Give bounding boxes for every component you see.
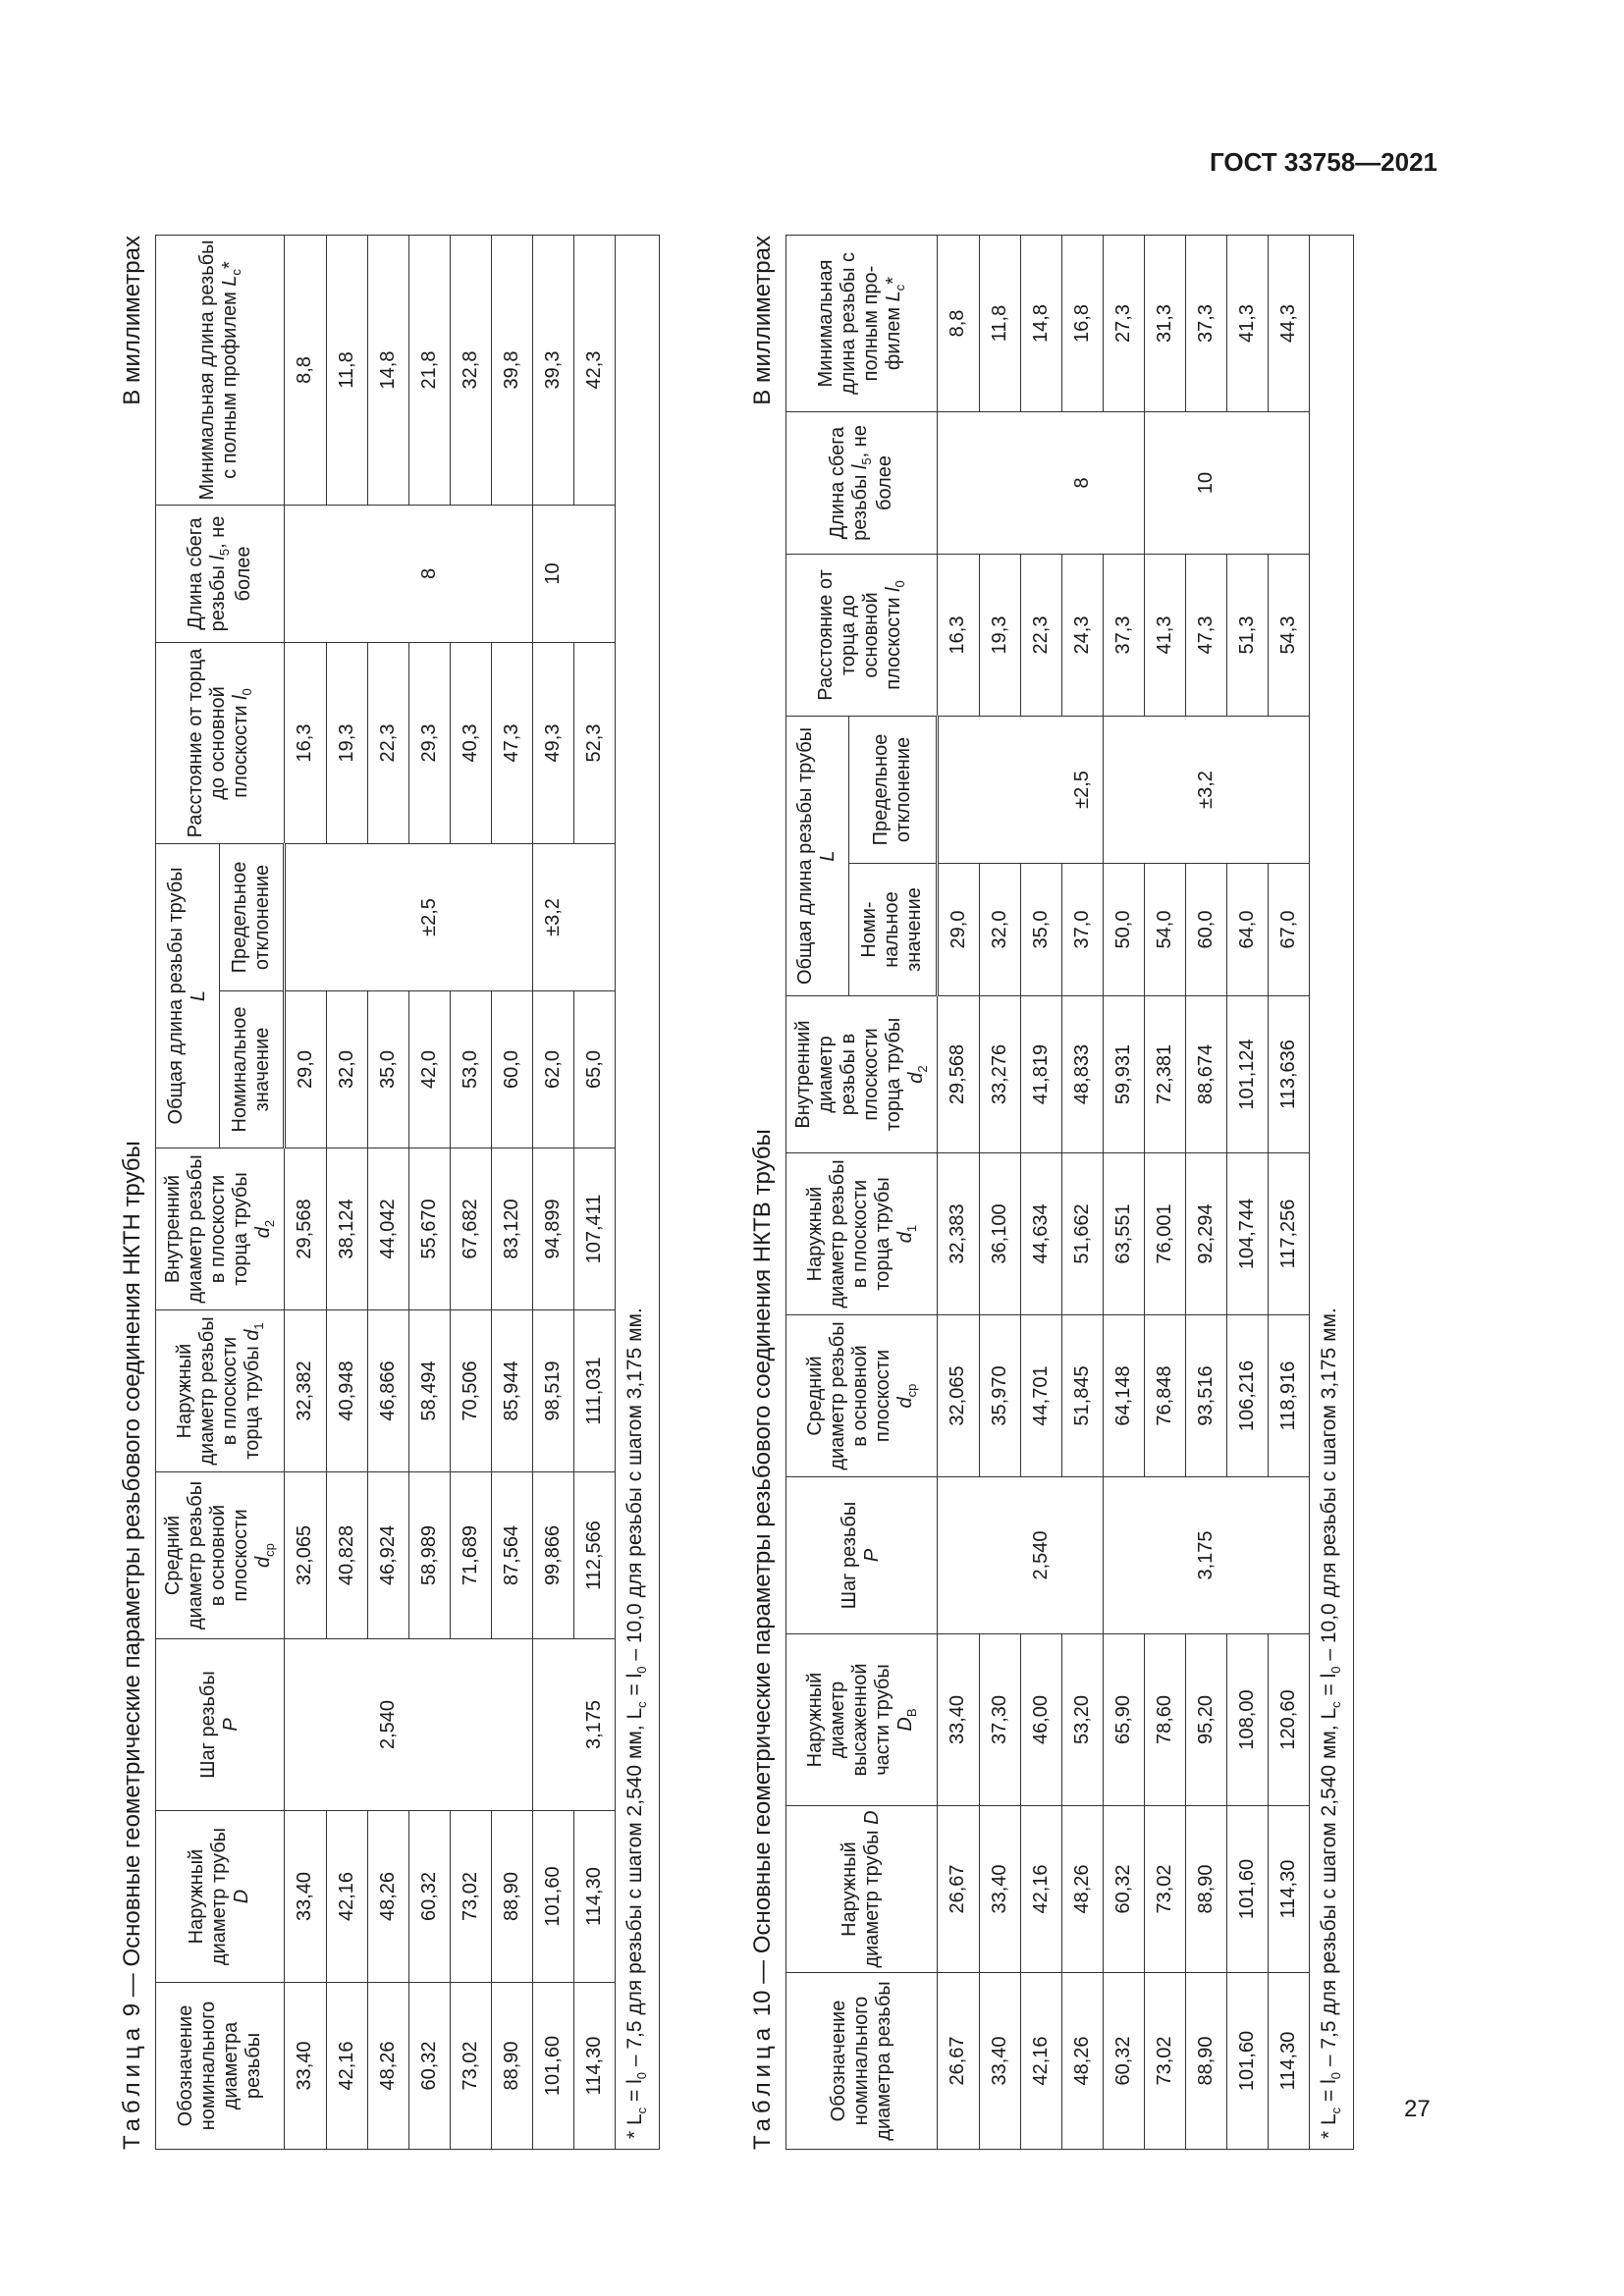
cell-min-length: 8,8 <box>284 235 326 505</box>
cell-distance: 16,3 <box>937 554 979 716</box>
table-row <box>1144 235 1185 2149</box>
cell-thread-outer: 63,551 <box>1103 1153 1144 1315</box>
t9-h-outer-diameter: Наружный диаметр трубы D <box>156 1811 285 1983</box>
cell-mean-diameter: 51,845 <box>1061 1315 1103 1477</box>
cell-designation: 42,16 <box>1020 1973 1061 2150</box>
t10-h-thread-outer: Наружный диаметр резьбы в плоскости торца трубы $d_1$ <box>786 1153 938 1315</box>
cell-runout <box>937 411 979 554</box>
t10-h-distance: Расстояние от торца до основной плоскости $l_0$ <box>786 554 938 716</box>
table-row <box>573 235 615 2149</box>
cell-distance: 19,3 <box>326 642 367 843</box>
cell-outer-diameter: 101,60 <box>532 1811 573 1983</box>
cell-designation: 48,26 <box>1061 1973 1103 2150</box>
cell-thread-inner: 55,670 <box>408 1148 450 1310</box>
cell-tolerance <box>367 843 408 990</box>
cell-designation: 26,67 <box>937 1973 979 2150</box>
cell-thread-outer: 111,031 <box>573 1310 615 1472</box>
cell-nominal: 32,0 <box>326 991 367 1148</box>
cell-thread-inner: 107,411 <box>573 1148 615 1310</box>
cell-tolerance: ±2,5 <box>1061 716 1103 863</box>
cell-thread-inner: 59,931 <box>1103 996 1144 1153</box>
cell-nominal: 64,0 <box>1226 864 1268 996</box>
t9-h-nominal: Номинальное значение <box>219 991 284 1148</box>
cell-runout <box>1226 411 1268 554</box>
cell-tolerance <box>1226 716 1268 863</box>
table-10-units: В миллиметрах <box>749 236 776 405</box>
cell-designation: 48,26 <box>367 1983 408 2150</box>
cell-pitch <box>532 1639 573 1811</box>
cell-thread-outer: 92,294 <box>1185 1153 1226 1315</box>
table-row <box>1061 235 1103 2149</box>
cell-upset-diameter: 108,00 <box>1226 1634 1268 1806</box>
cell-thread-outer: 44,634 <box>1020 1153 1061 1315</box>
cell-upset-diameter: 78,60 <box>1144 1634 1185 1806</box>
cell-mean-diameter: 44,701 <box>1020 1315 1061 1477</box>
cell-thread-inner: 41,819 <box>1020 996 1061 1153</box>
cell-upset-diameter: 65,90 <box>1103 1634 1144 1806</box>
cell-nominal: 37,0 <box>1061 864 1103 996</box>
cell-nominal: 53,0 <box>450 991 491 1148</box>
table-9-units: В миллиметрах <box>119 236 145 405</box>
cell-designation: 33,40 <box>284 1983 326 2150</box>
cell-nominal: 35,0 <box>367 991 408 1148</box>
cell-runout <box>367 505 408 642</box>
table-row <box>491 235 532 2149</box>
cell-min-length: 39,8 <box>491 235 532 505</box>
table-9-footnote: * $L_c = l_0 - 7,5$ для резьбы с шагом 2,540 мм, $L_c = l_0 - 10,0$ для резьбы с шагом 3,175 мм. <box>615 235 659 2149</box>
cell-min-length: 16,8 <box>1061 235 1103 411</box>
cell-runout: 10 <box>532 505 573 642</box>
cell-mean-diameter: 32,065 <box>937 1315 979 1477</box>
t9-h-min-length: Минимальная длина резьбы с полным профилем $L_c*$ <box>156 235 285 505</box>
cell-designation: 60,32 <box>408 1983 450 2150</box>
cell-min-length: 21,8 <box>408 235 450 505</box>
cell-mean-diameter: 58,989 <box>408 1472 450 1639</box>
cell-nominal: 42,0 <box>408 991 450 1148</box>
t9-h-total-length: Общая длина резьбы трубы L <box>156 843 220 1148</box>
cell-thread-inner: 72,381 <box>1144 996 1185 1153</box>
cell-pitch <box>491 1639 532 1811</box>
cell-distance: 22,3 <box>1020 554 1061 716</box>
cell-nominal: 54,0 <box>1144 864 1185 996</box>
cell-distance: 41,3 <box>1144 554 1185 716</box>
cell-outer-diameter: 60,32 <box>1103 1806 1144 1973</box>
cell-thread-inner: 67,682 <box>450 1148 491 1310</box>
cell-distance: 47,3 <box>491 642 532 843</box>
cell-thread-outer: 76,001 <box>1144 1153 1185 1315</box>
cell-nominal: 62,0 <box>532 991 573 1148</box>
table-10-footnote-row <box>1309 235 1353 2149</box>
cell-nominal: 60,0 <box>491 991 532 1148</box>
cell-nominal: 50,0 <box>1103 864 1144 996</box>
cell-runout <box>573 505 615 642</box>
t9-h-designation: Обозначение номинального диаметра резьбы <box>156 1983 285 2150</box>
cell-nominal: 67,0 <box>1268 864 1309 996</box>
cell-distance: 51,3 <box>1226 554 1268 716</box>
cell-runout <box>979 411 1020 554</box>
cell-designation: 114,30 <box>573 1983 615 2150</box>
table-row <box>1226 235 1268 2149</box>
cell-thread-inner: 38,124 <box>326 1148 367 1310</box>
cell-pitch: 3,175 <box>1185 1477 1226 1634</box>
cell-runout <box>450 505 491 642</box>
cell-thread-outer: 32,383 <box>937 1153 979 1315</box>
cell-thread-outer: 104,744 <box>1226 1153 1268 1315</box>
cell-pitch <box>1144 1477 1185 1634</box>
cell-thread-inner: 29,568 <box>284 1148 326 1310</box>
table-10-footnote: * $L_c = l_0 - 7,5$ для резьбы с шагом 2,540 мм, $L_c = l_0 - 10,0$ для резьбы с шагом 3,175 мм. <box>1309 235 1353 2149</box>
cell-distance: 22,3 <box>367 642 408 843</box>
cell-nominal: 35,0 <box>1020 864 1061 996</box>
cell-min-length: 11,8 <box>326 235 367 505</box>
cell-runout: 8 <box>408 505 450 642</box>
cell-designation: 33,40 <box>979 1973 1020 2150</box>
cell-distance: 49,3 <box>532 642 573 843</box>
cell-mean-diameter: 106,216 <box>1226 1315 1268 1477</box>
table-9 <box>155 235 660 2150</box>
cell-outer-diameter: 73,02 <box>450 1811 491 1983</box>
table-row <box>1185 235 1226 2149</box>
cell-min-length: 8,8 <box>937 235 979 411</box>
cell-mean-diameter: 93,516 <box>1185 1315 1226 1477</box>
t10-h-pitch: Шаг резьбы P <box>786 1477 938 1634</box>
table-row <box>979 235 1020 2149</box>
cell-designation: 88,90 <box>1185 1973 1226 2150</box>
cell-outer-diameter: 33,40 <box>284 1811 326 1983</box>
cell-mean-diameter: 112,566 <box>573 1472 615 1639</box>
cell-upset-diameter: 120,60 <box>1268 1634 1309 1806</box>
cell-pitch: 2,540 <box>1020 1477 1061 1634</box>
cell-min-length: 41,3 <box>1226 235 1268 411</box>
cell-pitch: 3,175 <box>573 1639 615 1811</box>
table-row <box>367 235 408 2149</box>
cell-tolerance <box>326 843 367 990</box>
t10-h-outer-diameter: Наружный диаметр трубы D <box>786 1806 938 1973</box>
cell-pitch <box>326 1639 367 1811</box>
t9-h-runout: Длина сбега резьбы $l_5$, не более <box>156 505 285 642</box>
cell-min-length: 31,3 <box>1144 235 1185 411</box>
cell-upset-diameter: 37,30 <box>979 1634 1020 1806</box>
t9-h-thread-outer: Наружный диаметр резьбы в плоскости торца трубы $d_1$ <box>156 1310 285 1472</box>
table-10-header-row-1 <box>786 235 849 2149</box>
cell-tolerance <box>1020 716 1061 863</box>
table-row <box>450 235 491 2149</box>
cell-thread-inner: 48,833 <box>1061 996 1103 1153</box>
cell-tolerance <box>450 843 491 990</box>
table-row <box>1020 235 1061 2149</box>
cell-tolerance <box>1144 716 1185 863</box>
cell-pitch <box>1268 1477 1309 1634</box>
cell-runout <box>1144 411 1185 554</box>
cell-min-length: 42,3 <box>573 235 615 505</box>
cell-thread-inner: 88,674 <box>1185 996 1226 1153</box>
cell-mean-diameter: 40,828 <box>326 1472 367 1639</box>
t10-h-mean-diameter: Средний диаметр резьбы в основной плоскости $d_{ср}$ <box>786 1315 938 1477</box>
t10-h-designation: Обозначение номинального диаметра резьбы <box>786 1973 938 2150</box>
cell-mean-diameter: 71,689 <box>450 1472 491 1639</box>
cell-tolerance <box>491 843 532 990</box>
cell-distance: 24,3 <box>1061 554 1103 716</box>
cell-upset-diameter: 46,00 <box>1020 1634 1061 1806</box>
cell-upset-diameter: 53,20 <box>1061 1634 1103 1806</box>
page-number: 27 <box>1404 2096 1431 2122</box>
cell-mean-diameter: 76,848 <box>1144 1315 1185 1477</box>
cell-min-length: 32,8 <box>450 235 491 505</box>
cell-outer-diameter: 48,26 <box>1061 1806 1103 1973</box>
table-row <box>284 235 326 2149</box>
cell-thread-outer: 98,519 <box>532 1310 573 1472</box>
cell-mean-diameter: 46,924 <box>367 1472 408 1639</box>
cell-runout <box>1020 411 1061 554</box>
cell-designation: 42,16 <box>326 1983 367 2150</box>
cell-runout <box>284 505 326 642</box>
cell-min-length: 11,8 <box>979 235 1020 411</box>
table-9-header-row-1 <box>156 235 220 2149</box>
cell-mean-diameter: 35,970 <box>979 1315 1020 1477</box>
cell-thread-inner: 101,124 <box>1226 996 1268 1153</box>
cell-designation: 101,60 <box>532 1983 573 2150</box>
cell-pitch <box>1226 1477 1268 1634</box>
cell-min-length: 37,3 <box>1185 235 1226 411</box>
cell-mean-diameter: 32,065 <box>284 1472 326 1639</box>
cell-designation: 101,60 <box>1226 1973 1268 2150</box>
cell-thread-outer: 58,494 <box>408 1310 450 1472</box>
cell-thread-outer: 32,382 <box>284 1310 326 1472</box>
cell-runout <box>1268 411 1309 554</box>
cell-thread-inner: 33,276 <box>979 996 1020 1153</box>
cell-pitch: 2,540 <box>367 1639 408 1811</box>
t10-h-tolerance: Предельное отклонение <box>848 716 937 863</box>
cell-runout <box>1103 411 1144 554</box>
cell-pitch <box>450 1639 491 1811</box>
cell-runout <box>491 505 532 642</box>
cell-outer-diameter: 114,30 <box>573 1811 615 1983</box>
t10-h-thread-inner: Внутренний диаметр резьбы в плоскости торца трубы $d_2$ <box>786 996 938 1153</box>
cell-tolerance <box>573 843 615 990</box>
cell-upset-diameter: 33,40 <box>937 1634 979 1806</box>
cell-distance: 52,3 <box>573 642 615 843</box>
cell-thread-outer: 40,948 <box>326 1310 367 1472</box>
cell-thread-inner: 83,120 <box>491 1148 532 1310</box>
cell-tolerance <box>284 843 326 990</box>
cell-distance: 54,3 <box>1268 554 1309 716</box>
cell-outer-diameter: 88,90 <box>491 1811 532 1983</box>
cell-tolerance <box>979 716 1020 863</box>
table-10-block <box>746 236 1394 2150</box>
cell-thread-outer: 36,100 <box>979 1153 1020 1315</box>
cell-outer-diameter: 33,40 <box>979 1806 1020 1973</box>
t10-h-upset-diameter: Наружный диаметр высаженной части трубы $D_B$ <box>786 1634 938 1806</box>
t9-h-thread-inner: Внутренний диаметр резьбы в плоскости торца трубы $d_2$ <box>156 1148 285 1310</box>
cell-pitch <box>979 1477 1020 1634</box>
document-number: ГОСТ 33758—2021 <box>1210 147 1437 177</box>
cell-mean-diameter: 99,866 <box>532 1472 573 1639</box>
cell-min-length: 39,3 <box>532 235 573 505</box>
cell-nominal: 65,0 <box>573 991 615 1148</box>
cell-thread-inner: 44,042 <box>367 1148 408 1310</box>
cell-outer-diameter: 42,16 <box>326 1811 367 1983</box>
t9-h-distance: Расстояние от торца до основной плоскости $l_0$ <box>156 642 285 843</box>
cell-thread-outer: 51,662 <box>1061 1153 1103 1315</box>
cell-distance: 40,3 <box>450 642 491 843</box>
cell-runout: 8 <box>1061 411 1103 554</box>
table-10-caption: Таблица 10 — Основные геометрические параметры резьбового соединения НКТВ трубы <box>749 1129 776 2150</box>
table-row <box>1103 235 1144 2149</box>
cell-thread-outer: 70,506 <box>450 1310 491 1472</box>
cell-tolerance <box>1103 716 1144 863</box>
t9-h-mean-diameter: Средний диаметр резьбы в основной плоскости $d_{ср}$ <box>156 1472 285 1639</box>
cell-pitch <box>408 1639 450 1811</box>
cell-distance: 16,3 <box>284 642 326 843</box>
cell-thread-outer: 85,944 <box>491 1310 532 1472</box>
cell-nominal: 29,0 <box>937 864 979 996</box>
cell-thread-outer: 117,256 <box>1268 1153 1309 1315</box>
cell-outer-diameter: 26,67 <box>937 1806 979 1973</box>
cell-nominal: 32,0 <box>979 864 1020 996</box>
cell-designation: 88,90 <box>491 1983 532 2150</box>
table-row <box>532 235 573 2149</box>
cell-distance: 19,3 <box>979 554 1020 716</box>
cell-tolerance: ±2,5 <box>408 843 450 990</box>
t10-h-min-length: Минимальная длина резьбы с полным профилем $L_c*$ <box>786 235 938 411</box>
cell-distance: 47,3 <box>1185 554 1226 716</box>
t9-h-pitch: Шаг резьбы P <box>156 1639 285 1811</box>
t10-h-nominal: Номинальное значение <box>848 864 937 996</box>
cell-min-length: 44,3 <box>1268 235 1309 411</box>
cell-mean-diameter: 87,564 <box>491 1472 532 1639</box>
t10-h-runout: Длина сбега резьбы $l_5$, не более <box>786 411 938 554</box>
cell-pitch <box>1061 1477 1103 1634</box>
cell-outer-diameter: 101,60 <box>1226 1806 1268 1973</box>
cell-outer-diameter: 48,26 <box>367 1811 408 1983</box>
cell-pitch <box>284 1639 326 1811</box>
cell-tolerance: ±3,2 <box>1185 716 1226 863</box>
cell-thread-inner: 113,636 <box>1268 996 1309 1153</box>
cell-upset-diameter: 95,20 <box>1185 1634 1226 1806</box>
table-row <box>937 235 979 2149</box>
table-10 <box>785 235 1354 2150</box>
t10-h-total-length: Общая длина резьбы трубы L <box>786 716 849 995</box>
cell-outer-diameter: 73,02 <box>1144 1806 1185 1973</box>
cell-pitch <box>1103 1477 1144 1634</box>
cell-mean-diameter: 64,148 <box>1103 1315 1144 1477</box>
cell-runout <box>326 505 367 642</box>
cell-distance: 29,3 <box>408 642 450 843</box>
cell-runout: 10 <box>1185 411 1226 554</box>
cell-outer-diameter: 88,90 <box>1185 1806 1226 1973</box>
cell-nominal: 29,0 <box>284 991 326 1148</box>
cell-outer-diameter: 42,16 <box>1020 1806 1061 1973</box>
t9-h-tolerance: Предельное отклонение <box>219 843 284 990</box>
cell-tolerance <box>1268 716 1309 863</box>
cell-designation: 73,02 <box>450 1983 491 2150</box>
cell-pitch <box>937 1477 979 1634</box>
cell-mean-diameter: 118,916 <box>1268 1315 1309 1477</box>
cell-tolerance <box>937 716 979 863</box>
cell-min-length: 14,8 <box>1020 235 1061 411</box>
cell-designation: 73,02 <box>1144 1973 1185 2150</box>
cell-min-length: 14,8 <box>367 235 408 505</box>
cell-outer-diameter: 114,30 <box>1268 1806 1309 1973</box>
table-row <box>326 235 367 2149</box>
cell-min-length: 27,3 <box>1103 235 1144 411</box>
table-9-block <box>116 236 725 2150</box>
cell-thread-inner: 29,568 <box>937 996 979 1153</box>
table-9-footnote-row <box>615 235 659 2149</box>
cell-designation: 60,32 <box>1103 1973 1144 2150</box>
table-row <box>1268 235 1309 2149</box>
table-row <box>408 235 450 2149</box>
cell-distance: 37,3 <box>1103 554 1144 716</box>
cell-designation: 114,30 <box>1268 1973 1309 2150</box>
table-9-caption: Таблица 9 — Основные геометрические параметры резьбового соединения НКТН трубы <box>119 1141 145 2150</box>
cell-outer-diameter: 60,32 <box>408 1811 450 1983</box>
cell-thread-outer: 46,866 <box>367 1310 408 1472</box>
cell-nominal: 60,0 <box>1185 864 1226 996</box>
cell-tolerance: ±3,2 <box>532 843 573 990</box>
cell-thread-inner: 94,899 <box>532 1148 573 1310</box>
